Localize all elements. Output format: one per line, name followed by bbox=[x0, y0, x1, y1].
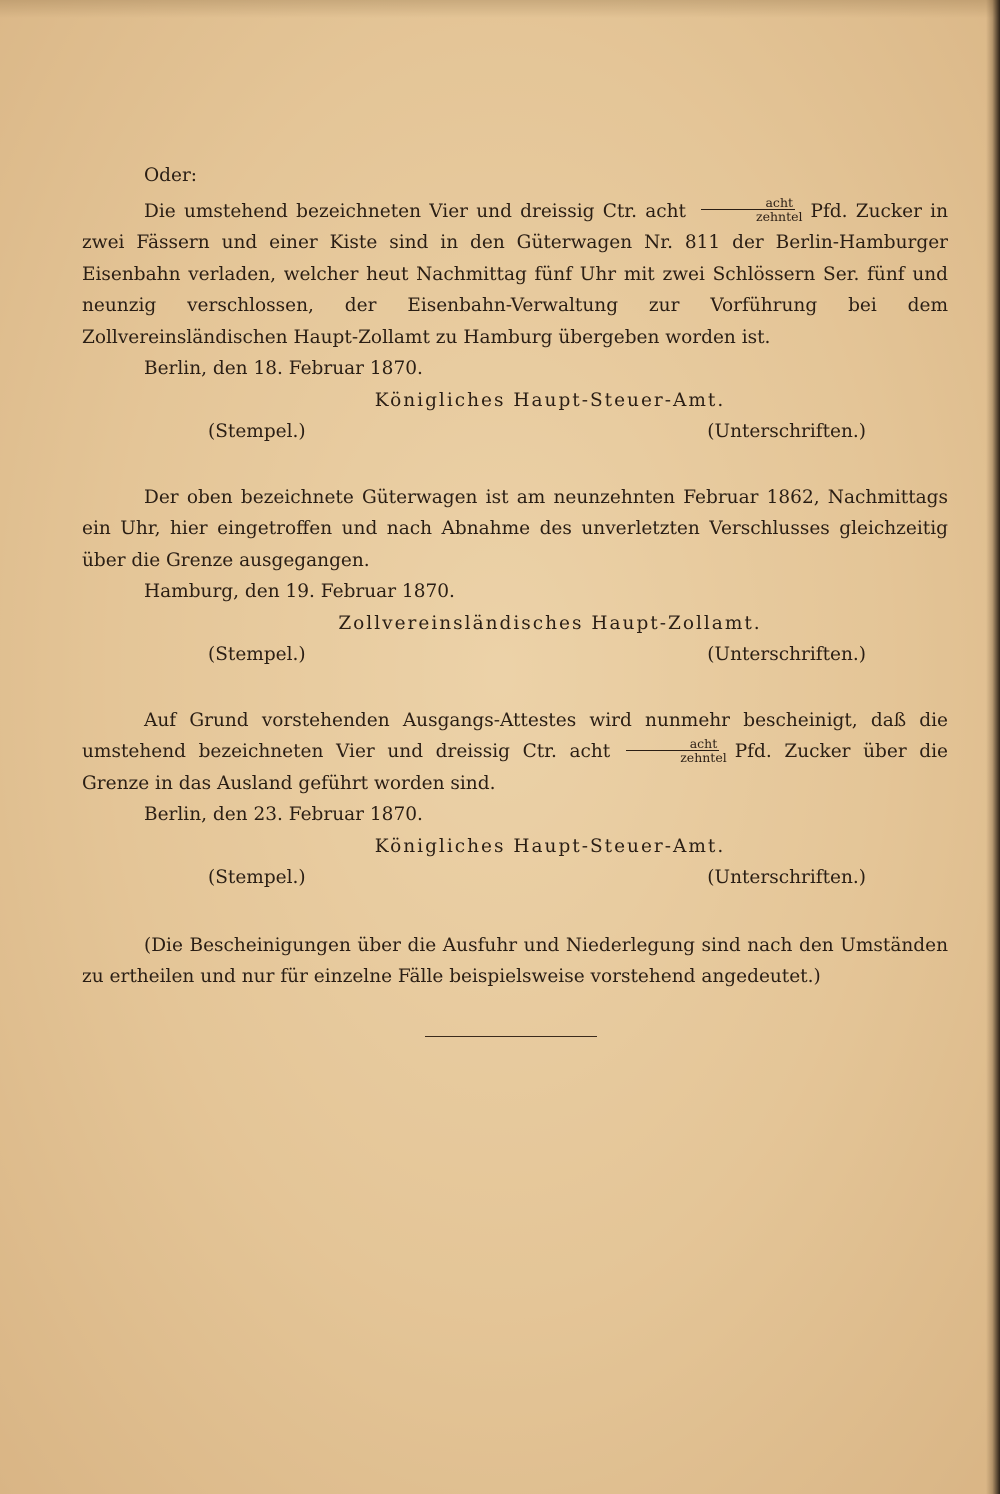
office-title-2: Zollvereinsländisches Haupt-Zollamt. bbox=[338, 612, 762, 634]
page-right-edge bbox=[986, 0, 1000, 1494]
place-date-2: Hamburg, den 19. Februar 1870. bbox=[144, 581, 455, 602]
fraction-numerator: acht bbox=[701, 196, 795, 210]
paragraph-certification bbox=[82, 705, 948, 800]
stamp-label-3: (Stempel.) bbox=[208, 867, 306, 888]
paragraph-arrival: Der oben bezeichnete Güterwagen ist am neunzehnten Februar 1862, Nachmittags ein Uhr, hier eingetroffen und nach Abnahme des unverletzten Verschlusses gleichzeitig über die Grenze ausgegangen. bbox=[82, 486, 948, 571]
fraction-eighths bbox=[692, 196, 805, 223]
document-body bbox=[82, 160, 948, 993]
paragraph-shipment-part2: Pfd. Zucker in zwei Fässern und einer Kiste sind in den Güterwagen Nr. 811 der Berlin-Hamburger Eisenbahn verladen, welcher heut Nachmittag fünf Uhr mit zwei Schlössern Ser. fünf und neunzig verschlossen, der Eisenbahn-Verwaltung zur Vorführung bei dem Zollvereinsländischen Haupt-Zollamt zu Hamburg übergeben worden ist. bbox=[82, 200, 949, 348]
stamp-label-1: (Stempel.) bbox=[208, 421, 306, 442]
place-date-3: Berlin, den 23. Februar 1870. bbox=[144, 804, 423, 825]
paragraph-certification-part2: Pfd. Zucker über die Grenze in das Ausland geführt worden sind. bbox=[82, 741, 948, 794]
page-top-shadow bbox=[0, 0, 1000, 18]
place-date-1: Berlin, den 18. Februar 1870. bbox=[144, 358, 423, 379]
signature-row-3 bbox=[82, 862, 948, 894]
signature-row-1 bbox=[82, 416, 948, 448]
fraction-eighths-2 bbox=[616, 737, 729, 764]
paragraph-shipment-part1: Die umstehend bezeichneten Vier und dreissig Ctr. acht bbox=[144, 200, 686, 222]
oder-label: Oder: bbox=[144, 165, 198, 186]
fraction-denominator-2: zehntel bbox=[680, 749, 727, 765]
closing-rule bbox=[425, 1036, 597, 1037]
office-title-3: Königliches Haupt-Steuer-Amt. bbox=[374, 835, 726, 857]
fraction-numerator-2: acht bbox=[626, 737, 720, 751]
closing-note: (Die Bescheinigungen über die Ausfuhr und Niederlegung sind nach den Umständen zu ertheilen und nur für einzelne Fälle beispielsweise vorstehend angedeutet.) bbox=[82, 934, 948, 987]
stamp-label-2: (Stempel.) bbox=[208, 644, 306, 665]
signatures-label-1: (Unterschriften.) bbox=[707, 421, 866, 442]
office-title-1: Königliches Haupt-Steuer-Amt. bbox=[374, 389, 726, 411]
signatures-label-2: (Unterschriften.) bbox=[707, 644, 866, 665]
signatures-label-3: (Unterschriften.) bbox=[707, 867, 866, 888]
fraction-denominator: zehntel bbox=[756, 209, 803, 224]
paragraph-certification-part1: Auf Grund vorstehenden Ausgangs-Attestes wird nunmehr bescheinigt, daß die umstehend bezeichneten Vier und dreissig Ctr. acht bbox=[82, 709, 948, 762]
paragraph-shipment bbox=[82, 196, 948, 354]
signature-row-2 bbox=[82, 639, 948, 671]
